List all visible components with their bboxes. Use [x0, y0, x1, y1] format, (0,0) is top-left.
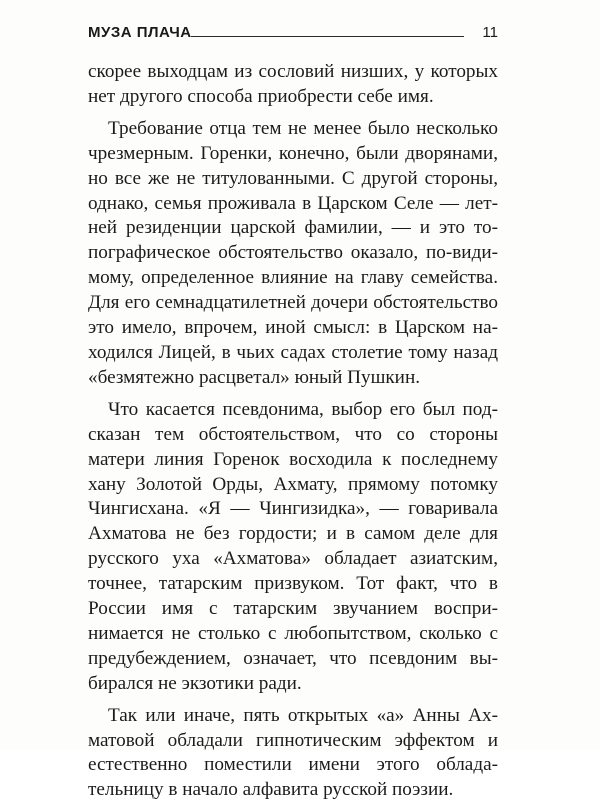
paragraph-1: скорее выходцам из сословий низших, у которых нет другого способа приобрести себе имя.	[88, 61, 498, 107]
header-rule	[191, 36, 464, 37]
paragraph-4: Так или иначе, пять открытых «а» Анны Ахматовой обладали гипнотическим эффектом и естественно поместили имени этого обладательницу в начало алфавита русской поэзии.	[88, 704, 498, 801]
paragraph-3: Что касается псевдонима, выбор его был подсказан тем обстоятельством, что со стороны матери линия Горенок восходила к последнему хану Золотой Орды, Ахмату, прямому потомку Чингисхана. «Я — Чингизидка», — говаривала Ахматова не без гордости; и в самом деле для русского уха «Ахматова» обладает азиатским, точнее, татарским призвуком. Тот факт, что в России имя с татарским звучанием воспринимается не столько с любопытством, сколько с предубеждением, означает, что псевдоним выбирался не экзотики ради.	[88, 398, 498, 694]
running-head	[88, 24, 498, 46]
body-text	[88, 60, 498, 810]
page-number: 11	[482, 24, 498, 41]
paragraph-2: Требование отца тем не менее было несколько чрезмерным. Горенки, конечно, были дворянами, но все же не титулованными. С другой стороны, однако, семья проживала в Царском Селе — летней резиденции царской фамилии, — и это топографическое обстоятельство оказало, по-видимому, определенное влияние на главу семейства. Для его семнадцатилетней дочери обстоятельство это имело, впрочем, иной смысл: в Царском находился Лицей, в чьих садах столетие тому назад «безмятежно расцветал» юный Пушкин.	[88, 117, 498, 388]
chapter-title: МУЗА ПЛАЧА	[88, 24, 192, 41]
